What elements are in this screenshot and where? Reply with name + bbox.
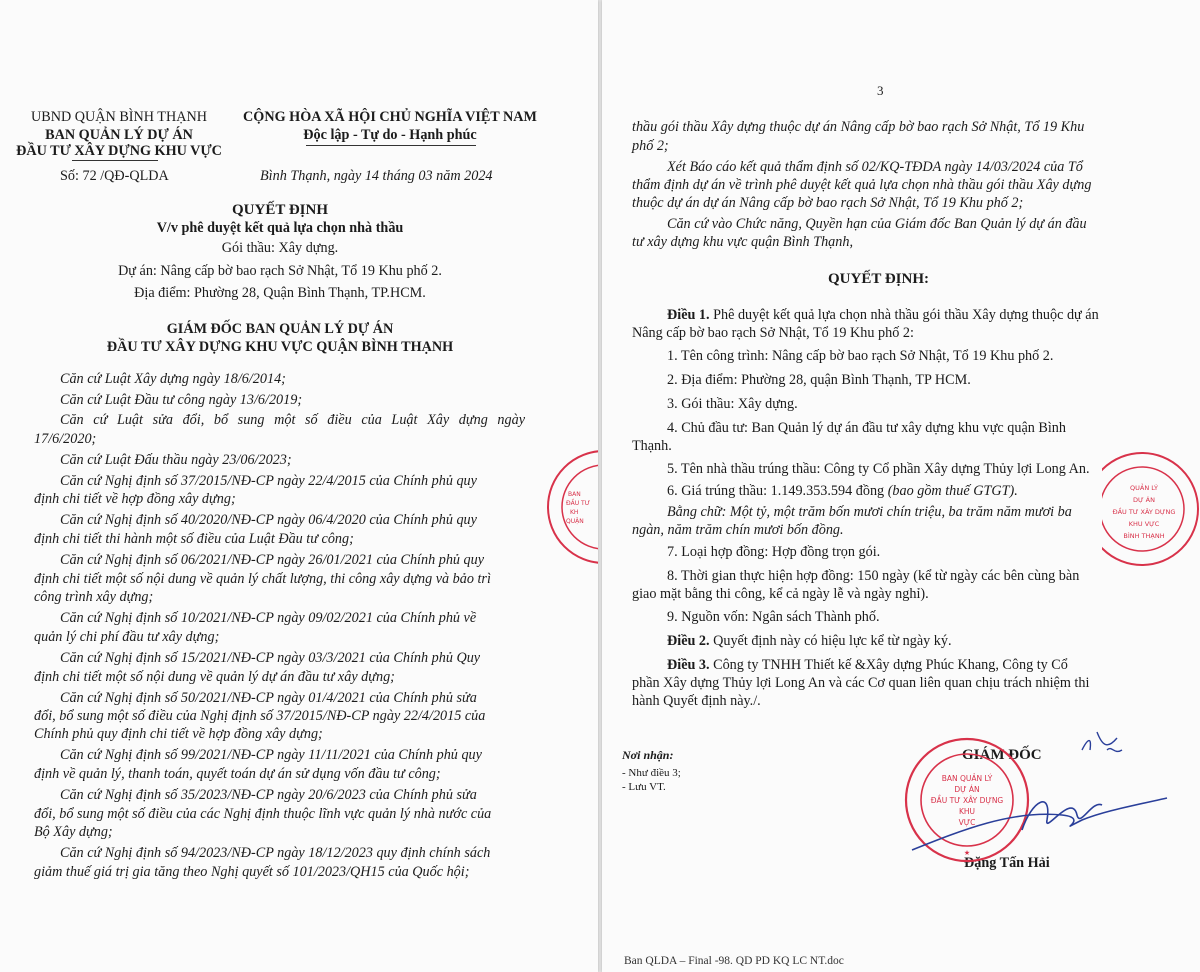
basis-line: Căn cứ Nghị định số 37/2015/NĐ-CP ngày 22/4/2015 của Chính phủ quy bbox=[60, 473, 477, 489]
article-3-text: Công ty TNHH Thiết kế &Xây dựng Phúc Khang, Công ty Cổ bbox=[709, 657, 1068, 673]
article-item: 7. Loại hợp đồng: Hợp đồng trọn gói. bbox=[667, 544, 881, 560]
svg-text:ĐẦU TƯ: ĐẦU TƯ bbox=[566, 500, 590, 507]
document-number: Số: 72 /QĐ-QLDA bbox=[60, 168, 169, 184]
document-title: QUYẾT ĐỊNH bbox=[232, 202, 328, 218]
svg-text:KHU VỰC: KHU VỰC bbox=[1128, 520, 1160, 528]
svg-text:DỰ ÁN: DỰ ÁN bbox=[954, 785, 980, 794]
article-1 bbox=[667, 306, 1099, 324]
intro-line: Xét Báo cáo kết quả thẩm định số 02/KQ-TĐDA ngày 14/03/2024 của Tổ bbox=[667, 159, 1083, 175]
document-date: Bình Thạnh, ngày 14 tháng 03 năm 2024 bbox=[260, 168, 493, 184]
recipient-item: - Lưu VT. bbox=[622, 781, 666, 793]
agency-sub2: ĐẦU TƯ XÂY DỰNG KHU VỰC bbox=[16, 143, 222, 159]
project-line: Dự án: Nâng cấp bờ bao rạch Sở Nhật, Tổ 19 Khu phố 2. bbox=[118, 263, 442, 279]
article-3-line: hành Quyết định này./. bbox=[632, 693, 761, 709]
basis-line: Bộ Xây dựng; bbox=[34, 824, 113, 840]
article-3-line: phần Xây dựng Thủy lợi Long An và các Cơ quan liên quan chịu trách nhiệm thi bbox=[632, 675, 1090, 691]
agency-underline bbox=[72, 160, 158, 161]
article-3-label: Điều 3. bbox=[667, 657, 710, 673]
basis-line: định chi tiết thi hành một số điều của Luật Đầu tư công; bbox=[34, 531, 354, 547]
agency-sub1: BAN QUẢN LÝ DỰ ÁN bbox=[45, 127, 193, 143]
intro-line: phố 2; bbox=[632, 138, 669, 154]
article-2-label: Điều 2. bbox=[667, 633, 710, 649]
svg-text:VỰC: VỰC bbox=[958, 818, 976, 827]
article-item: Thạnh. bbox=[632, 438, 672, 454]
article-item: 4. Chủ đầu tư: Ban Quản lý dự án đầu tư xây dựng khu vực quận Bình bbox=[667, 420, 1066, 436]
svg-text:QUẬN: QUẬN bbox=[566, 518, 584, 525]
authority-line1: GIÁM ĐỐC BAN QUẢN LÝ DỰ ÁN bbox=[166, 321, 394, 337]
recipients-title: Nơi nhận: bbox=[622, 748, 674, 762]
svg-text:ĐẦU TƯ XÂY DỰNG: ĐẦU TƯ XÂY DỰNG bbox=[930, 796, 1004, 805]
svg-text:KH: KH bbox=[570, 509, 579, 516]
seal-fragment-right bbox=[1102, 450, 1200, 568]
basis-line: Căn cứ Luật Đầu tư công ngày 13/6/2019; bbox=[60, 392, 303, 408]
signer-name: Đặng Tấn Hải bbox=[964, 855, 1050, 871]
intro-line: Căn cứ vào Chức năng, Quyền hạn của Giám đốc Ban Quản lý dự án đầu bbox=[667, 216, 1087, 232]
article-item: giao mặt bằng thi công, kể cả ngày lễ và ngày nghỉ). bbox=[632, 586, 929, 602]
document-page-left bbox=[0, 0, 598, 972]
seal-fragment-left bbox=[544, 448, 598, 566]
basis-line: Căn cứ Nghị định số 06/2021/NĐ-CP ngày 26/01/2021 của Chính phủ quy bbox=[60, 552, 485, 568]
basis-line: Căn cứ Nghị định số 94/2023/NĐ-CP ngày 18/12/2023 quy định chính sách bbox=[60, 845, 491, 861]
svg-text:BAN QUẢN LÝ: BAN QUẢN LÝ bbox=[941, 774, 993, 783]
authority-line2: ĐẦU TƯ XÂY DỰNG KHU VỰC QUẬN BÌNH THẠNH bbox=[106, 339, 454, 355]
article-2 bbox=[667, 632, 952, 650]
svg-text:ĐẦU TƯ XÂY DỰNG: ĐẦU TƯ XÂY DỰNG bbox=[1112, 508, 1176, 516]
basis-line: Căn cứ Nghị định số 10/2021/NĐ-CP ngày 09/02/2021 của Chính phủ về bbox=[60, 610, 477, 626]
basis-line: đổi, bổ sung một số điều của các Nghị định thuộc lĩnh vực quản lý nhà nước của bbox=[34, 806, 492, 822]
national-motto: Độc lập - Tự do - Hạnh phúc bbox=[303, 127, 477, 143]
svg-text:★: ★ bbox=[963, 849, 971, 857]
basis-line: đổi, bổ sung một số điều của Nghị định số 37/2015/NĐ-CP ngày 22/4/2015 của bbox=[34, 708, 486, 724]
svg-text:KHU: KHU bbox=[958, 807, 976, 816]
article-1-text: Phê duyệt kết quả lựa chọn nhà thầu gói thầu Xây dựng thuộc dự án bbox=[709, 307, 1099, 323]
price-line bbox=[667, 482, 1018, 500]
intro-line: tư xây dựng khu vực quận Bình Thạnh, bbox=[632, 234, 854, 250]
price-words: ngàn, năm trăm chín mươi bốn đồng. bbox=[632, 522, 844, 538]
basis-line: 17/6/2020; bbox=[34, 431, 97, 447]
article-2-text: Quyết định này có hiệu lực kể từ ngày ký. bbox=[709, 633, 952, 649]
recipient-item: - Như điều 3; bbox=[622, 767, 681, 779]
basis-line: Căn cứ Nghị định số 40/2020/NĐ-CP ngày 06/4/2020 của Chính phủ quy bbox=[60, 512, 477, 528]
decision-title: QUYẾT ĐỊNH: bbox=[828, 271, 929, 287]
agency-name: UBND QUẬN BÌNH THẠNH bbox=[31, 109, 207, 125]
basis-line: Căn cứ Nghị định số 35/2023/NĐ-CP ngày 20/6/2023 của Chính phủ sửa bbox=[60, 787, 477, 803]
motto-underline bbox=[306, 145, 476, 146]
article-item: 9. Nguồn vốn: Ngân sách Thành phố. bbox=[667, 609, 880, 625]
price-words: Bằng chữ: Một tỷ, một trăm bốn mươi chín triệu, ba trăm năm mươi ba bbox=[667, 504, 1072, 520]
basis-line: Chính phủ quy định chi tiết về hợp đồng xây dựng; bbox=[34, 726, 323, 742]
basis-line: Căn cứ Luật sửa đổi, bổ sung một số điều của Luật Xây dựng ngày bbox=[60, 412, 525, 428]
article-item: 5. Tên nhà thầu trúng thầu: Công ty Cổ phần Xây dựng Thủy lợi Long An. bbox=[667, 461, 1090, 477]
intro-line: thuộc dự án dự án Nâng cấp bờ bao rạch Sở Nhật, Tổ 19 Khu phố 2; bbox=[632, 195, 1024, 211]
basis-line: Căn cứ Luật Xây dựng ngày 18/6/2014; bbox=[60, 371, 286, 387]
signature bbox=[902, 720, 1172, 860]
article-item: 8. Thời gian thực hiện hợp đồng: 150 ngày (kể từ ngày các bên cùng bàn bbox=[667, 568, 1080, 584]
article-item: 2. Địa điểm: Phường 28, quận Bình Thạnh, TP HCM. bbox=[667, 372, 971, 388]
basis-line: Căn cứ Nghị định số 15/2021/NĐ-CP ngày 03/3/2021 của Chính phủ Quy bbox=[60, 650, 481, 666]
basis-line: Căn cứ Nghị định số 99/2021/NĐ-CP ngày 11/11/2021 của Chính phủ quy bbox=[60, 747, 482, 763]
basis-line: định chi tiết một số nội dung về quản lý dự án đầu tư xây dựng; bbox=[34, 669, 395, 685]
basis-line: định về quản lý, thanh toán, quyết toán dự án sử dụng vốn đầu tư công; bbox=[34, 766, 441, 782]
location-line: Địa điểm: Phường 28, Quận Bình Thạnh, TP.HCM. bbox=[134, 285, 426, 301]
basis-line: định chi tiết về hợp đồng xây dựng; bbox=[34, 491, 236, 507]
basis-line: định chi tiết một số nội dung về quản lý chất lượng, thi công xây dựng và bảo trì bbox=[34, 571, 491, 587]
svg-text:QUẢN LÝ: QUẢN LÝ bbox=[1130, 484, 1158, 492]
article-item: 3. Gói thầu: Xây dựng. bbox=[667, 396, 798, 412]
price-note: (bao gồm thuế GTGT). bbox=[887, 483, 1018, 499]
intro-line: thẩm định dự án về trình phê duyệt kết quả lựa chọn nhà thầu gói thầu Xây dựng bbox=[632, 177, 1092, 193]
basis-line: Căn cứ Luật Đấu thầu ngày 23/06/2023; bbox=[60, 452, 292, 468]
package-line: Gói thầu: Xây dựng. bbox=[221, 240, 339, 256]
document-page-right bbox=[602, 0, 1200, 972]
svg-text:BÌNH THẠNH: BÌNH THẠNH bbox=[1123, 532, 1165, 540]
basis-line: quản lý chi phí đầu tư xây dựng; bbox=[34, 629, 220, 645]
price-value: 6. Giá trúng thầu: 1.149.353.594 đồng bbox=[667, 483, 888, 499]
signer-title: GIÁM ĐỐC bbox=[962, 747, 1042, 763]
article-3 bbox=[667, 656, 1068, 674]
svg-text:BAN: BAN bbox=[568, 491, 581, 498]
basis-line: giảm thuế giá trị gia tăng theo Nghị quyết số 101/2023/QH15 của Quốc hội; bbox=[34, 864, 470, 880]
intro-line: thầu gói thầu Xây dựng thuộc dự án Nâng cấp bờ bao rạch Sở Nhật, Tổ 19 Khu bbox=[632, 119, 1085, 135]
article-1-cont: Nâng cấp bờ bao rạch Sở Nhật, Tổ 19 Khu phố 2: bbox=[632, 325, 914, 341]
basis-line: công trình xây dựng; bbox=[34, 589, 154, 605]
file-footer: Ban QLDA – Final -98. QD PD KQ LC NT.doc bbox=[624, 955, 844, 967]
page-number: 3 bbox=[877, 83, 884, 98]
document-subject: V/v phê duyệt kết quả lựa chọn nhà thầu bbox=[156, 220, 404, 236]
svg-text:DỰ ÁN: DỰ ÁN bbox=[1133, 496, 1155, 504]
article-item: 1. Tên công trình: Nâng cấp bờ bao rạch Sở Nhật, Tổ 19 Khu phố 2. bbox=[667, 348, 1054, 364]
article-1-label: Điều 1. bbox=[667, 307, 710, 323]
national-title: CỘNG HÒA XÃ HỘI CHỦ NGHĨA VIỆT NAM bbox=[243, 109, 537, 125]
basis-line: Căn cứ Nghị định số 50/2021/NĐ-CP ngày 01/4/2021 của Chính phủ sửa bbox=[60, 690, 477, 706]
